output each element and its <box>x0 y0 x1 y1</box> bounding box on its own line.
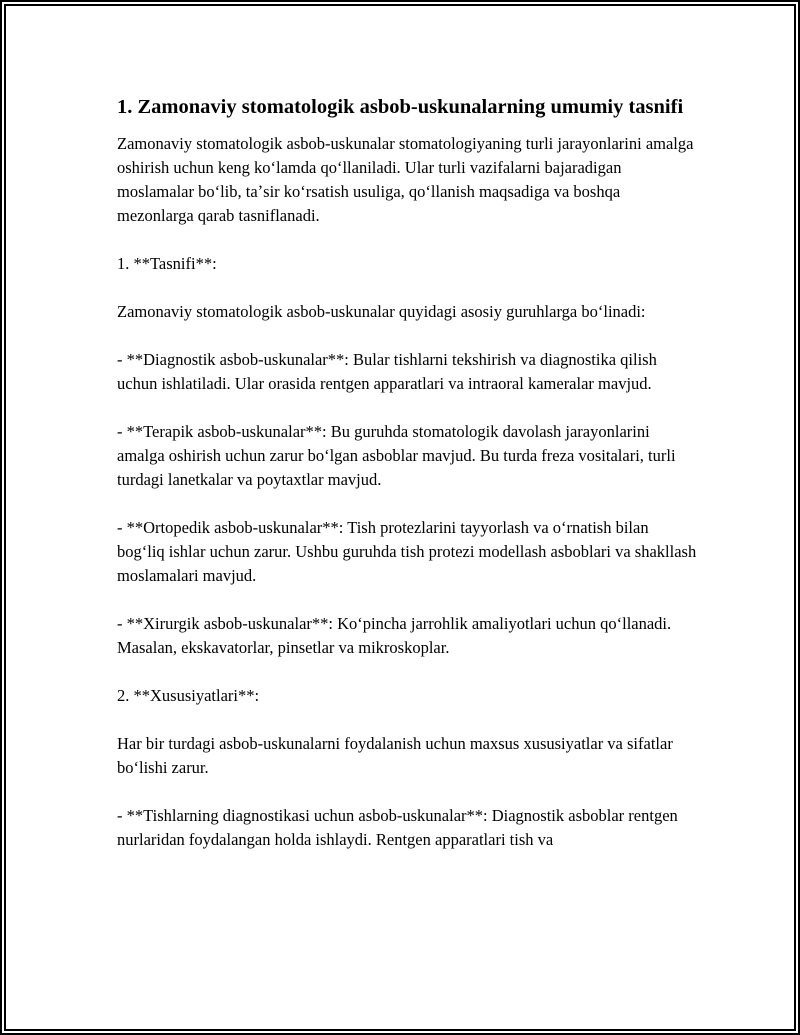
features-intro-paragraph: Har bir turdagi asbob-uskunalarni foydalanish uchun maxsus xususiyatlar va sifatlar boʻlishi zarur. <box>117 734 673 777</box>
section-heading: 1. Zamonaviy stomatologik asbob-uskunalarning umumiy tasnifi <box>117 96 684 118</box>
list-item-surgical: - **Xirurgik asbob-uskunalar**: Koʻpincha jarrohlik amaliyotlari uchun qoʻllanadi. Masalan, ekskavatorlar, pinsetlar va mikroskoplar. <box>117 614 672 657</box>
list-item-therapeutic: - **Terapik asbob-uskunalar**: Bu guruhda stomatologik davolash jarayonlarini amalga oshirish uchun zarur boʻlgan asboblar mavjud. Bu turda freza vositalari, turli turdagi lanetkalar va poytaxtlar mavjud. <box>117 422 676 489</box>
list-item-diagnostics-equipment: - **Tishlarning diagnostikasi uchun asbob-uskunalar**: Diagnostik asboblar rentgen nurlaridan foydalangan holda ishlaydi. Rentgen apparatlari tish va <box>117 806 678 849</box>
intro-paragraph: Zamonaviy stomatologik asbob-uskunalar stomatologiyaning turli jarayonlarini amalga oshirish uchun keng koʻlamda qoʻllaniladi. Ular turli vazifalarni bajaradigan moslamalar boʻlib, taʼsir koʻrsatish usuliga, qoʻllanish maqsadiga va boshqa mezonlarga qarab tasniflanadi. <box>117 134 694 225</box>
list-item-orthopedic: - **Ortopedik asbob-uskunalar**: Tish protezlarini tayyorlash va oʻrnatish bilan bogʻliq ishlar uchun zarur. Ushbu guruhda tish protezi modellash asboblari va shakllash moslamalari mavjud. <box>117 518 697 585</box>
document-content <box>117 94 697 876</box>
list-heading-features: 2. **Xususiyatlari**: <box>117 686 260 705</box>
classification-intro-paragraph: Zamonaviy stomatologik asbob-uskunalar quyidagi asosiy guruhlarga boʻlinadi: <box>117 302 646 321</box>
list-heading-classification: 1. **Tasnifi**: <box>117 254 217 273</box>
list-item-diagnostic: - **Diagnostik asbob-uskunalar**: Bular tishlarni tekshirish va diagnostika qilish uchun ishlatiladi. Ular orasida rentgen apparatlari va intraoral kameralar mavjud. <box>117 350 657 393</box>
